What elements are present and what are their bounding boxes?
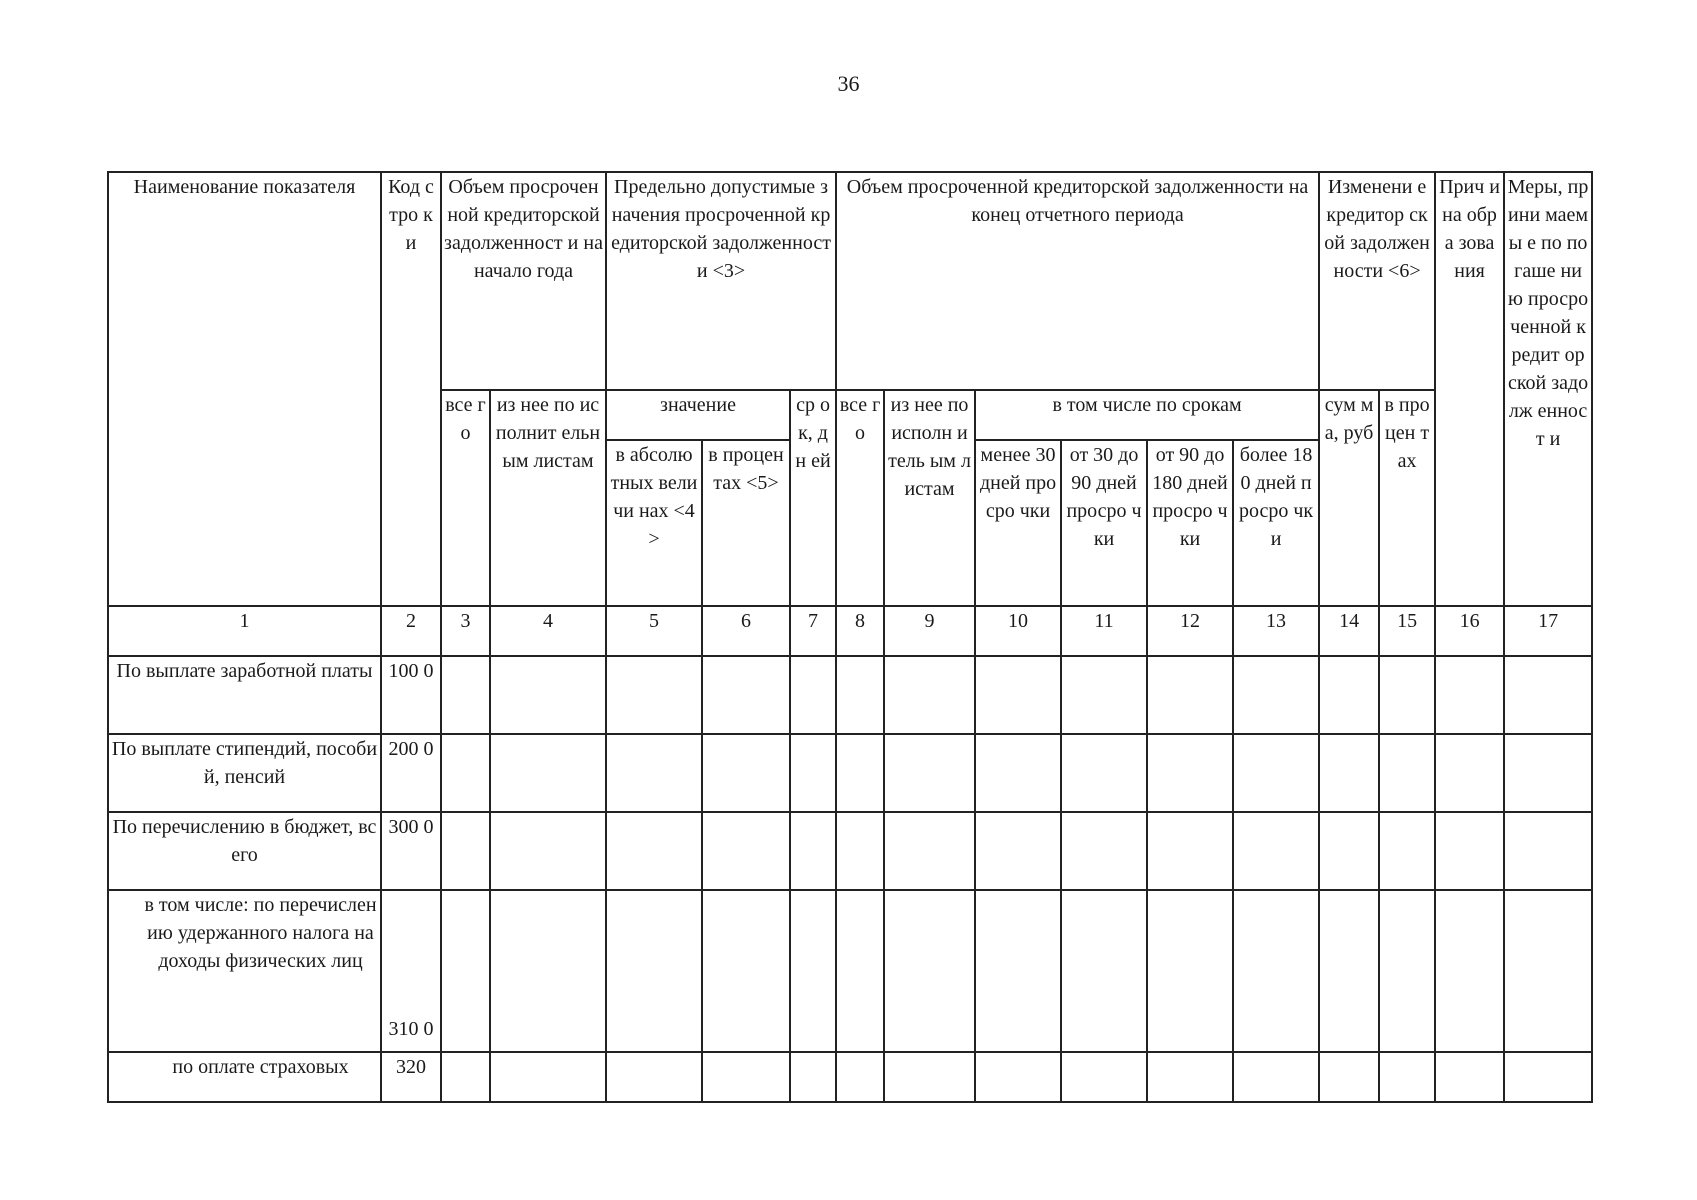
- empty-cell: [1379, 1052, 1435, 1102]
- row-name: по оплате страховых: [108, 1052, 381, 1102]
- empty-cell: [836, 812, 884, 890]
- table-row: [108, 812, 1592, 890]
- empty-cell: [884, 812, 975, 890]
- column-number: 14: [1319, 606, 1379, 656]
- row-name: По выплате стипендий, пособий, пенсий: [108, 734, 381, 812]
- table-row: [108, 890, 1592, 1052]
- empty-cell: [1233, 1052, 1319, 1102]
- column-number: 6: [702, 606, 790, 656]
- col-header-name: Наименование показателя: [108, 172, 381, 606]
- empty-cell: [1504, 1052, 1592, 1102]
- empty-cell: [606, 1052, 702, 1102]
- empty-cell: [1379, 890, 1435, 1052]
- row-code: 300 0: [381, 812, 441, 890]
- column-number: 16: [1435, 606, 1504, 656]
- empty-cell: [702, 1052, 790, 1102]
- empty-cell: [702, 812, 790, 890]
- row-code: 100 0: [381, 656, 441, 734]
- row-name: По перечислению в бюджет, всего: [108, 812, 381, 890]
- header-row-1: [108, 172, 1592, 390]
- empty-cell: [790, 734, 836, 812]
- empty-cell: [790, 812, 836, 890]
- empty-cell: [1147, 1052, 1233, 1102]
- col-header-change: Изменени е кредитор ской задолжен ности <6>: [1319, 172, 1435, 390]
- empty-cell: [1435, 734, 1504, 812]
- empty-cell: [490, 890, 606, 1052]
- column-number: 3: [441, 606, 490, 656]
- empty-cell: [1435, 890, 1504, 1052]
- empty-cell: [702, 890, 790, 1052]
- empty-cell: [1061, 1052, 1147, 1102]
- col-header-limit-abs: в абсолю тных величи нах <4>: [606, 440, 702, 606]
- empty-cell: [606, 656, 702, 734]
- col-header-volume-start: Объем просроченной кредиторской задолженност и на начало года: [441, 172, 606, 390]
- column-number: 9: [884, 606, 975, 656]
- empty-cell: [490, 734, 606, 812]
- empty-cell: [1504, 734, 1592, 812]
- empty-cell: [1147, 812, 1233, 890]
- empty-cell: [790, 656, 836, 734]
- row-name: По выплате заработной платы: [108, 656, 381, 734]
- col-header-term-gt180: более 180 дней просро чки: [1233, 440, 1319, 606]
- column-number: 1: [108, 606, 381, 656]
- empty-cell: [1147, 890, 1233, 1052]
- empty-cell: [1233, 890, 1319, 1052]
- empty-cell: [1147, 656, 1233, 734]
- col-header-volume-start-total: все го: [441, 390, 490, 606]
- column-number: 2: [381, 606, 441, 656]
- empty-cell: [975, 1052, 1061, 1102]
- empty-cell: [490, 1052, 606, 1102]
- empty-cell: [1319, 812, 1379, 890]
- col-header-term-90-180: от 90 до 180 дней просро чки: [1147, 440, 1233, 606]
- empty-cell: [1319, 1052, 1379, 1102]
- table-row: [108, 1052, 1592, 1102]
- empty-cell: [975, 812, 1061, 890]
- empty-cell: [490, 812, 606, 890]
- col-header-term-lt30: менее 30 дней просро чки: [975, 440, 1061, 606]
- empty-cell: [441, 1052, 490, 1102]
- empty-cell: [1379, 812, 1435, 890]
- column-number: 15: [1379, 606, 1435, 656]
- empty-cell: [1435, 656, 1504, 734]
- empty-cell: [790, 1052, 836, 1102]
- col-header-volume-start-exec: из нее по исполнит ельным листам: [490, 390, 606, 606]
- empty-cell: [1233, 812, 1319, 890]
- empty-cell: [836, 890, 884, 1052]
- col-header-limit-term: ср ок, дн ей: [790, 390, 836, 606]
- col-header-measures: Меры, прини маемы е по погаше нию просро ченной кредит орской задолж енност и: [1504, 172, 1592, 606]
- empty-cell: [606, 890, 702, 1052]
- empty-cell: [702, 656, 790, 734]
- col-header-volume-end: Объем просроченной кредиторской задолженности на конец отчетного периода: [836, 172, 1319, 390]
- report-table: [107, 171, 1593, 1103]
- col-header-change-sum: сум ма, руб: [1319, 390, 1379, 606]
- empty-cell: [836, 734, 884, 812]
- col-header-code: Код стро ки: [381, 172, 441, 606]
- empty-cell: [1504, 890, 1592, 1052]
- empty-cell: [884, 890, 975, 1052]
- col-header-limit-values: Предельно допустимые значения просроченной кредиторской задолженности <3>: [606, 172, 836, 390]
- col-header-terms: в том числе по срокам: [975, 390, 1319, 440]
- empty-cell: [1061, 890, 1147, 1052]
- empty-cell: [441, 812, 490, 890]
- empty-cell: [1233, 734, 1319, 812]
- empty-cell: [1233, 656, 1319, 734]
- column-number: 13: [1233, 606, 1319, 656]
- column-number: 12: [1147, 606, 1233, 656]
- col-header-volume-end-exec: из нее по исполн итель ым листам: [884, 390, 975, 606]
- col-header-change-pct: в про цен тах: [1379, 390, 1435, 606]
- col-header-limit-value: значение: [606, 390, 790, 440]
- empty-cell: [884, 656, 975, 734]
- table-row: [108, 734, 1592, 812]
- column-number: 5: [606, 606, 702, 656]
- row-code: 310 0: [381, 890, 441, 1052]
- empty-cell: [441, 656, 490, 734]
- empty-cell: [1435, 812, 1504, 890]
- empty-cell: [975, 890, 1061, 1052]
- column-number: 17: [1504, 606, 1592, 656]
- column-number: 11: [1061, 606, 1147, 656]
- empty-cell: [1061, 812, 1147, 890]
- empty-cell: [1504, 812, 1592, 890]
- column-number: 7: [790, 606, 836, 656]
- empty-cell: [1319, 890, 1379, 1052]
- empty-cell: [441, 890, 490, 1052]
- empty-cell: [1147, 734, 1233, 812]
- empty-cell: [1319, 734, 1379, 812]
- col-header-volume-end-total: все го: [836, 390, 884, 606]
- empty-cell: [1061, 656, 1147, 734]
- empty-cell: [606, 812, 702, 890]
- col-header-reason: Прич ина обра зова ния: [1435, 172, 1504, 606]
- empty-cell: [702, 734, 790, 812]
- column-number: 10: [975, 606, 1061, 656]
- column-number: 8: [836, 606, 884, 656]
- table-row: [108, 656, 1592, 734]
- row-name: в том числе: по перечислению удержанного налога на доходы физических лиц: [108, 890, 381, 1052]
- empty-cell: [1319, 656, 1379, 734]
- empty-cell: [836, 1052, 884, 1102]
- empty-cell: [1435, 1052, 1504, 1102]
- column-number-row: [108, 606, 1592, 656]
- empty-cell: [441, 734, 490, 812]
- empty-cell: [884, 1052, 975, 1102]
- empty-cell: [1504, 656, 1592, 734]
- empty-cell: [836, 656, 884, 734]
- page-number: 36: [837, 71, 860, 96]
- col-header-limit-pct: в процен тах <5>: [702, 440, 790, 606]
- empty-cell: [1379, 656, 1435, 734]
- empty-cell: [975, 734, 1061, 812]
- empty-cell: [490, 656, 606, 734]
- empty-cell: [606, 734, 702, 812]
- row-code: 320: [381, 1052, 441, 1102]
- empty-cell: [975, 656, 1061, 734]
- empty-cell: [884, 734, 975, 812]
- empty-cell: [1379, 734, 1435, 812]
- empty-cell: [1061, 734, 1147, 812]
- col-header-term-30-90: от 30 до 90 дней просро чки: [1061, 440, 1147, 606]
- empty-cell: [790, 890, 836, 1052]
- column-number: 4: [490, 606, 606, 656]
- row-code: 200 0: [381, 734, 441, 812]
